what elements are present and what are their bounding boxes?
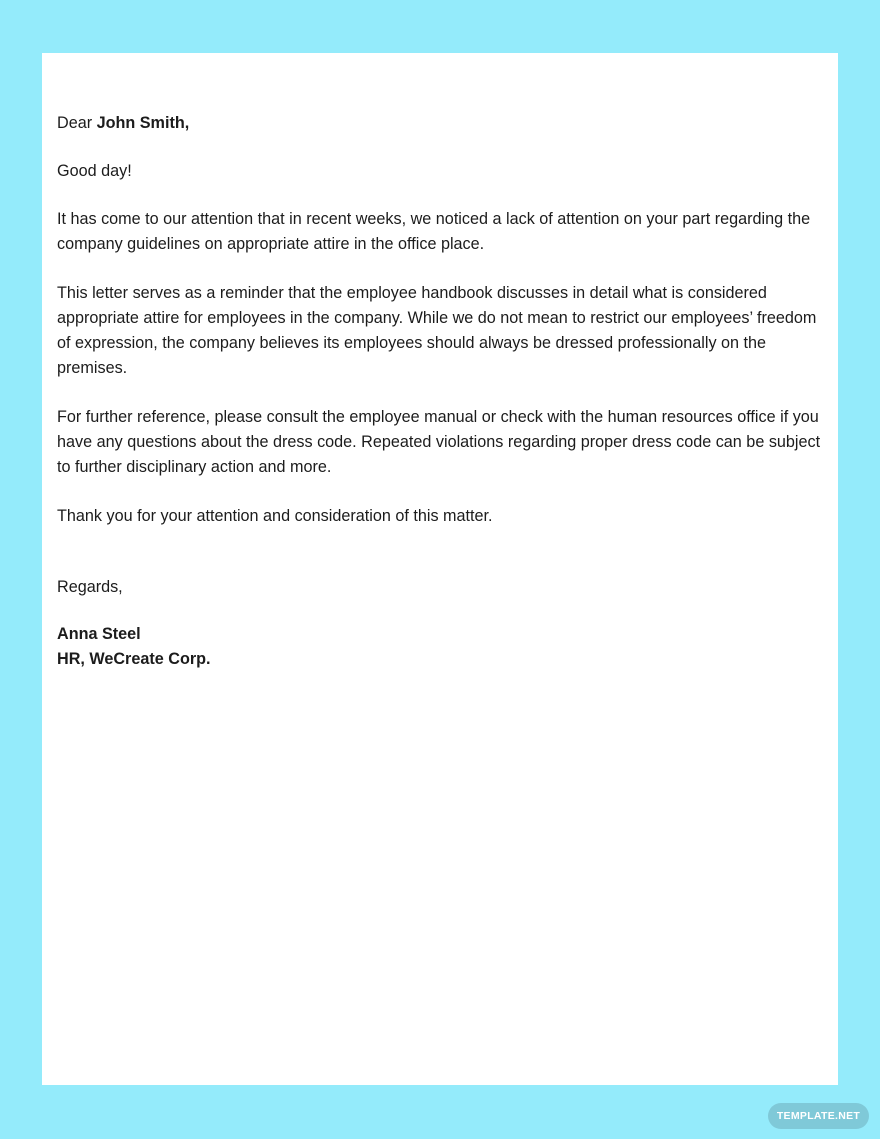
signature-title: HR, WeCreate Corp. [57,650,211,668]
salutation-prefix: Dear [57,114,93,132]
greeting: Good day! [57,162,132,180]
paragraph-reference: For further reference, please consult the employee manual or check with the human resources office if you have any questions about the dress code. Repeated violations regarding proper dress code can be subject to further disciplinary action and more. [57,408,821,476]
recipient-name: John Smith, [96,114,190,132]
closing: Regards, [57,578,123,596]
letter-body [57,111,827,672]
paragraph-thanks: Thank you for your attention and consideration of this matter. [57,507,493,525]
paragraph-attention: It has come to our attention that in recent weeks, we noticed a lack of attention on your part regarding the company guidelines on appropriate attire in the office place. [57,210,811,253]
signature-block [57,622,827,672]
signature-name: Anna Steel [57,625,141,643]
paragraph-reminder: This letter serves as a reminder that the employee handbook discusses in detail what is considered appropriate attire for employees in the company. While we do not mean to restrict our employees’ freedom of expression, the company believes its employees should always be dressed professionally on the premises. [57,284,817,377]
salutation [57,111,827,136]
template-net-watermark: TEMPLATE.NET [768,1103,869,1129]
letter-page [42,53,838,1085]
